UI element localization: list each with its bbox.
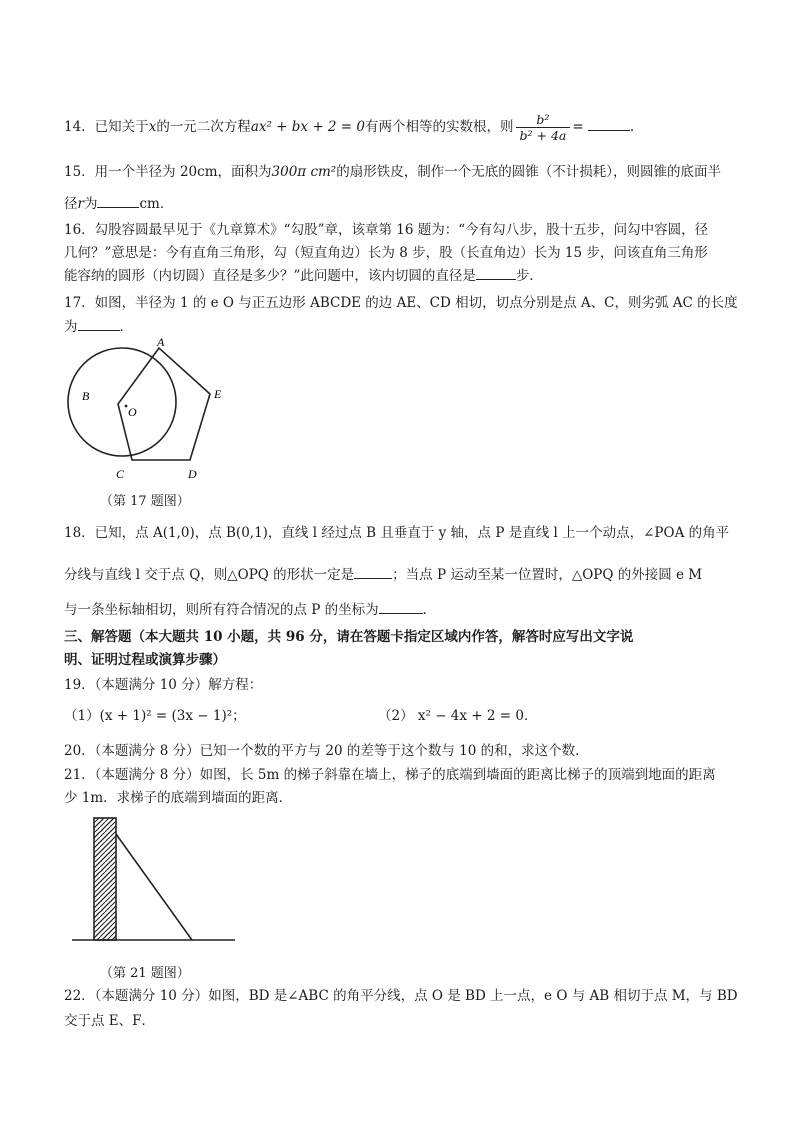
q15-var-r: r: [77, 196, 84, 212]
figure-21-caption: （第 21 题图）: [100, 966, 190, 981]
question-17-line1: 17．如图，半径为 1 的 e O 与正五边形 ABCDE 的边 AE、CD 相切，切点分别是点 A、C，则劣弧 AC 的长度: [64, 295, 738, 311]
label-o: O: [128, 405, 137, 419]
q17-text-2b: ．: [119, 319, 133, 335]
q14-equals: =: [572, 119, 584, 135]
section-3-header-line2: 明、证明过程或演算步骤）: [64, 652, 226, 668]
center-point-o: [125, 405, 128, 408]
label-a: A: [157, 336, 165, 349]
q14-numerator: b²: [516, 112, 571, 128]
q15-text-2c: cm．: [139, 196, 174, 212]
q14-text-a: 14．已知关于: [64, 119, 149, 135]
q18-text-2b: ；当点 P 运动至某一位置时，△OPQ 的外接圆 e M: [392, 567, 703, 583]
q14-text-c: 的一元二次方程: [156, 119, 251, 135]
q17-answer-blank[interactable]: [78, 318, 120, 331]
question-19-part2: （2） x² − 4x + 2 = 0．: [378, 708, 538, 724]
q15-text-1: 15．用一个半径为 20cm，面积为: [64, 164, 272, 180]
question-18-line3: [64, 601, 436, 619]
q16-text-3a: 能容纳的圆形（内切圆）直径是多少？”此问题中，该内切圆的直径是: [64, 268, 476, 284]
q15-text-2a: 径: [64, 196, 78, 212]
q15-text-2b: 为: [83, 196, 98, 212]
q14-var-x: x: [148, 119, 157, 135]
question-20: 20．（本题满分 8 分）已知一个数的平方与 20 的差等于这个数与 10 的和，求这个数．: [64, 743, 589, 759]
q16-text-3b: 步．: [515, 268, 543, 284]
question-15-line2: [64, 195, 173, 213]
question-22-line1: 22．（本题满分 10 分）如图，BD 是∠ABC 的角平分线，点 O 是 BD 上一点，e O 与 AB 相切于点 M，与 BD: [64, 988, 738, 1004]
question-16-line3: [64, 267, 543, 285]
label-c: C: [116, 467, 125, 481]
question-19-line1: 19．（本题满分 10 分）解方程：: [64, 677, 263, 693]
q14-end: ．: [629, 119, 644, 135]
q14-denominator: b² + 4a: [519, 128, 567, 143]
q15-text-1b: 的扇形铁皮，制作一个无底的圆锥（不计损耗），则圆锥的底面半: [336, 164, 721, 180]
q17-text-2a: 为: [64, 319, 78, 335]
q18-text-3b: ．: [422, 602, 437, 618]
q14-text-d: 有两个相等的实数根，则: [365, 119, 514, 135]
label-d: D: [188, 467, 197, 481]
q18-answer-blank-2[interactable]: [379, 601, 423, 614]
q14-fraction: [516, 112, 571, 143]
q18-answer-blank-1[interactable]: [354, 566, 392, 579]
pentagon-abcde: [118, 348, 210, 460]
wall: [94, 818, 116, 940]
figure-21-ladder-wall: [70, 812, 240, 952]
section-3-header-line1: 三、解答题（本大题共 10 小题，共 96 分，请在答题卡指定区域内作答，解答时应写出文字说: [64, 629, 634, 645]
q16-answer-blank[interactable]: [476, 267, 516, 280]
question-22-line2: 交于点 E、F．: [64, 1013, 156, 1029]
question-14: [64, 112, 643, 143]
label-e: E: [214, 387, 222, 401]
q14-equation: ax² + bx + 2 = 0: [250, 119, 366, 135]
question-17-line2: [64, 318, 133, 336]
question-19-part1: （1）(x + 1)² = (3x − 1)²；: [64, 708, 246, 724]
q18-text-2a: 分线与直线 l 交于点 Q，则△OPQ 的形状一定是: [64, 567, 355, 583]
question-16-line2: 几何？”意思是：今有直角三角形，勾（短直角边）长为 8 步，股（长直角边）长为 15 步，问该直角三角形: [64, 245, 708, 261]
question-21-line2: 少 1m．求梯子的底端到墙面的距离．: [64, 790, 293, 806]
q15-area: 300π cm²: [271, 164, 337, 180]
q14-answer-blank[interactable]: [588, 118, 630, 131]
ladder: [116, 834, 192, 940]
question-21-line1: 21．（本题满分 8 分）如图，长 5m 的梯子斜靠在墙上，梯子的底端到墙面的距离比梯子的顶端到地面的距离: [64, 767, 716, 783]
figure-17-caption: （第 17 题图）: [100, 494, 190, 509]
q15-answer-blank[interactable]: [97, 195, 139, 208]
q18-text-3a: 与一条坐标轴相切，则所有符合情况的点 P 的坐标为: [64, 602, 379, 618]
question-18-line1: 18．已知，点 A(1,0)，点 B(0,1)，直线 l 经过点 B 且垂直于 y 轴，点 P 是直线 l 上一个动点，∠POA 的角平: [64, 525, 730, 541]
label-b: B: [82, 389, 90, 403]
question-15-line1: [64, 163, 721, 181]
question-18-line2: [64, 566, 702, 584]
figure-17-circle-pentagon: [60, 336, 230, 486]
question-16-line1: 16．勾股容圆最早见于《九章算术》“勾股”章，该章第 16 题为：“今有勾八步，股十五步，问勾中容圆，径: [64, 222, 709, 238]
